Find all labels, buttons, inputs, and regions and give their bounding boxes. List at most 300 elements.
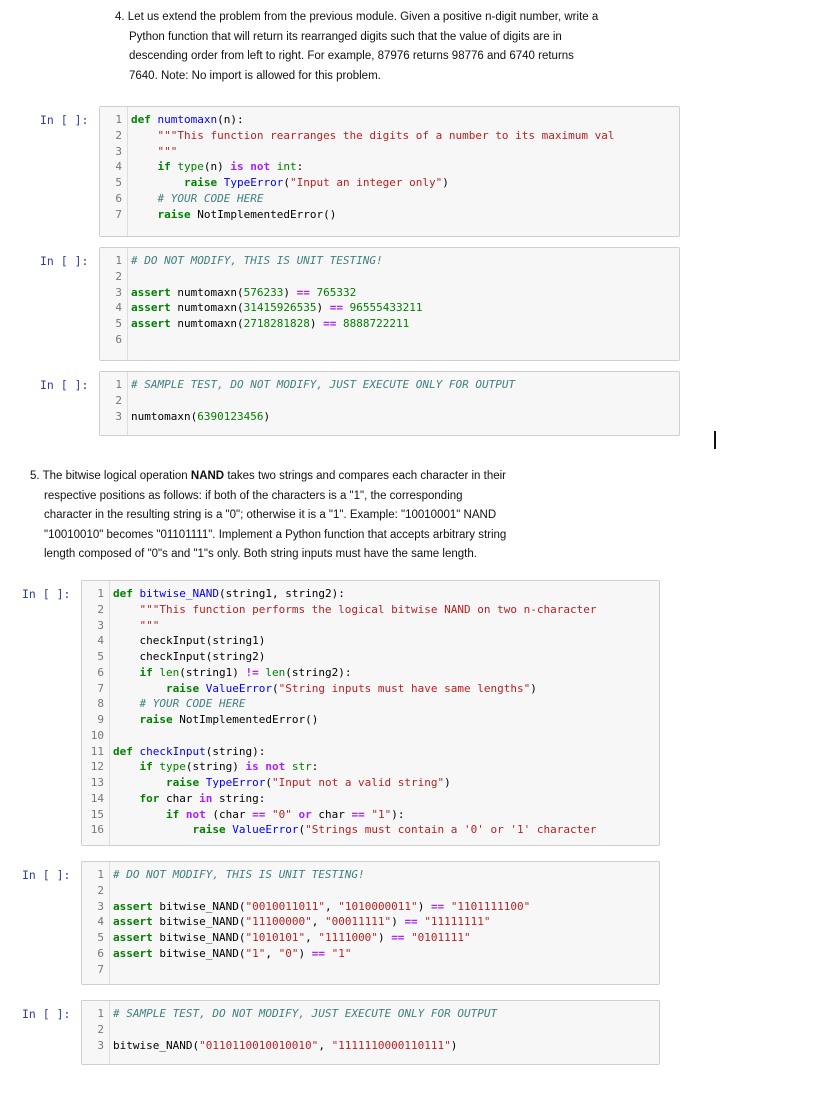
line-number: 1	[97, 587, 104, 600]
code-cell-bitwise-nand[interactable]	[81, 580, 660, 846]
code-token: raise	[157, 207, 191, 221]
line-number: 1	[115, 378, 122, 391]
code-token	[113, 792, 140, 805]
code-line[interactable]	[100, 191, 679, 207]
code-token: )	[316, 301, 330, 315]
code-text	[127, 377, 515, 393]
line-number: 5	[115, 176, 122, 189]
code-text	[127, 191, 263, 207]
code-token: # DO NOT MODIFY, THIS IS UNIT TESTING!	[113, 868, 365, 881]
line-number: 14	[90, 791, 104, 805]
code-token: )	[450, 1038, 458, 1052]
code-text	[109, 649, 265, 665]
code-token: """This function rearranges the digits of a number to its maximum val	[157, 128, 615, 142]
code-token	[113, 776, 166, 789]
code-token	[113, 697, 140, 710]
code-token: )	[263, 409, 271, 423]
code-token: char	[159, 791, 200, 805]
code-token: "0110110010010010"	[199, 1038, 319, 1052]
code-line[interactable]	[82, 618, 659, 634]
code-token: ==	[329, 301, 343, 315]
code-token: )	[391, 915, 405, 929]
code-token: """	[139, 618, 160, 632]
q4-line: 7640. Note: No import is allowed for this problem.	[129, 69, 381, 82]
code-line[interactable]	[82, 791, 659, 807]
code-line[interactable]	[100, 207, 679, 223]
code-text	[109, 962, 113, 978]
code-line[interactable]	[100, 112, 679, 128]
code-line[interactable]	[82, 681, 659, 697]
code-text	[109, 1006, 497, 1022]
line-number: 9	[97, 713, 104, 726]
code-line[interactable]	[82, 602, 659, 618]
code-token: def	[113, 744, 133, 758]
code-token: int	[276, 160, 297, 174]
code-token: bitwise_NAND(	[152, 931, 246, 944]
code-token: ==	[252, 807, 266, 821]
line-number: 2	[97, 1022, 104, 1036]
line-number: 8	[97, 697, 104, 711]
code-token: ,	[265, 946, 279, 960]
code-cell-sample-test[interactable]	[99, 371, 680, 436]
code-token: NotImplementedError()	[172, 713, 319, 726]
question-4-text	[115, 8, 695, 86]
code-line[interactable]	[100, 269, 679, 285]
line-number: 3	[115, 144, 122, 158]
code-token	[113, 603, 140, 616]
code-text	[127, 207, 336, 223]
code-token: 31415926535	[243, 301, 317, 315]
code-token	[131, 129, 158, 142]
line-number: 1	[97, 1007, 104, 1020]
code-text	[109, 633, 265, 649]
code-token: "1"	[331, 946, 352, 960]
code-token: numtomaxn(	[170, 317, 244, 330]
code-line[interactable]	[82, 883, 659, 899]
code-token: in	[199, 791, 213, 805]
code-token: 8888722211	[342, 317, 410, 330]
code-token: (string1, string2):	[218, 587, 345, 600]
code-token: "1010000011"	[338, 899, 418, 913]
code-token	[113, 823, 192, 836]
line-number: 6	[115, 332, 122, 346]
code-cell-numtomaxn[interactable]	[99, 106, 680, 237]
line-number: 2	[97, 602, 104, 616]
code-token	[113, 682, 166, 695]
code-text	[109, 791, 265, 807]
code-token: NotImplementedError()	[190, 207, 337, 221]
code-token: "1"	[245, 946, 266, 960]
code-token: )	[377, 931, 392, 944]
code-token: bitwise_NAND	[139, 587, 219, 600]
code-token: "0010011011"	[245, 899, 325, 913]
code-token: )	[442, 176, 449, 189]
code-token: # YOUR CODE HERE	[139, 697, 246, 711]
code-token: (string):	[205, 744, 266, 758]
code-token: (	[283, 176, 290, 189]
code-token	[131, 208, 158, 221]
line-number: 6	[97, 665, 104, 679]
code-token	[199, 776, 206, 789]
code-token: (char	[205, 807, 253, 821]
code-text	[109, 602, 596, 618]
code-token: :	[311, 760, 319, 774]
line-number: 6	[115, 191, 122, 205]
code-token: "0"	[278, 946, 299, 960]
code-token: bitwise_NAND(	[152, 915, 246, 929]
code-token: TypeError	[205, 776, 266, 789]
code-text	[109, 696, 245, 712]
q4-line: Python function that will return its rearranged digits such that the value of digits are in	[129, 30, 562, 43]
code-line[interactable]	[82, 867, 659, 883]
code-text	[127, 393, 131, 409]
code-line[interactable]	[82, 946, 659, 962]
code-text	[109, 728, 113, 744]
code-cell-nand-unit-test[interactable]	[81, 861, 660, 985]
q5-line: "10010010" becomes "01101111". Implement a Python function that accepts arbitrary string	[44, 528, 507, 541]
code-editor[interactable]	[82, 1006, 659, 1053]
cell-prompt: In [ ]:	[22, 1007, 71, 1021]
code-token: (	[298, 823, 306, 837]
code-token	[270, 160, 277, 173]
code-line[interactable]	[100, 300, 679, 316]
code-text	[127, 269, 131, 285]
code-line[interactable]	[100, 316, 679, 332]
code-token: )	[417, 899, 431, 913]
code-token: ==	[323, 317, 337, 330]
code-token	[133, 587, 140, 600]
line-number: 2	[97, 883, 104, 897]
code-token: "1"	[371, 807, 392, 821]
line-number: 4	[115, 160, 122, 174]
code-token: raise	[192, 823, 226, 837]
code-token	[199, 682, 206, 695]
code-token: 96555433211	[349, 301, 423, 315]
code-token: def	[131, 113, 151, 126]
code-token: assert	[113, 946, 153, 960]
code-token: (string)	[185, 760, 246, 774]
code-token: )	[298, 946, 312, 960]
code-text	[127, 144, 177, 160]
code-token: assert	[113, 899, 153, 913]
code-text	[109, 1038, 457, 1054]
code-token: "1010101"	[245, 931, 306, 944]
code-line[interactable]	[82, 822, 659, 838]
code-token: 576233	[243, 285, 284, 299]
code-token: if	[139, 665, 153, 679]
code-token	[343, 301, 350, 314]
code-token: :	[296, 160, 304, 174]
code-token: for	[139, 791, 160, 805]
code-token	[131, 145, 158, 158]
code-token: "Input not a valid string"	[271, 776, 445, 789]
cell-prompt: In [ ]:	[40, 113, 89, 127]
code-token: numtomaxn(	[131, 409, 198, 423]
code-token: "0101111"	[411, 931, 471, 944]
code-cell-unit-test[interactable]	[99, 247, 680, 361]
line-number: 2	[115, 128, 122, 142]
code-text	[109, 899, 530, 915]
code-token: 765332	[316, 285, 357, 299]
code-line[interactable]	[82, 914, 659, 930]
code-token: 2718281828	[243, 317, 310, 330]
code-text	[109, 665, 351, 681]
code-line[interactable]	[82, 1006, 659, 1022]
code-text	[127, 332, 131, 348]
code-token: )	[309, 317, 324, 330]
code-token: if	[139, 760, 153, 774]
code-token: is not	[245, 760, 286, 774]
code-editor[interactable]	[82, 586, 659, 838]
code-token: raise	[183, 176, 218, 189]
code-line[interactable]	[82, 728, 659, 744]
line-number: 6	[97, 946, 104, 960]
code-token	[113, 666, 140, 679]
line-number: 3	[97, 618, 104, 632]
code-token: ==	[351, 807, 365, 821]
code-token: !=	[245, 665, 259, 679]
line-number: 4	[115, 301, 122, 315]
code-token	[131, 192, 158, 205]
code-text	[109, 1022, 113, 1038]
code-editor[interactable]	[100, 253, 679, 348]
code-token: assert	[131, 317, 171, 330]
code-token: # YOUR CODE HERE	[157, 191, 264, 205]
code-line[interactable]	[82, 759, 659, 775]
code-token: str	[291, 760, 312, 774]
code-token: assert	[113, 931, 153, 944]
code-token	[285, 760, 292, 773]
code-token	[113, 760, 140, 773]
code-token: # SAMPLE TEST, DO NOT MODIFY, JUST EXECUTE ONLY FOR OUTPUT	[131, 378, 516, 391]
code-token	[113, 713, 140, 726]
code-token: char	[311, 807, 352, 821]
code-token: numtomaxn(	[170, 301, 244, 315]
code-line[interactable]	[82, 586, 659, 602]
code-token: assert	[113, 915, 153, 929]
line-number: 1	[97, 868, 104, 881]
code-token: (string1)	[179, 665, 246, 679]
code-text	[109, 807, 404, 823]
code-text	[109, 946, 351, 962]
line-number: 1	[115, 113, 122, 126]
code-token: is not	[230, 160, 271, 174]
code-token	[217, 176, 224, 189]
code-text	[109, 618, 159, 634]
line-number: 4	[97, 915, 104, 929]
question-5-text	[30, 467, 630, 565]
code-line[interactable]	[100, 377, 679, 393]
code-text	[127, 253, 383, 269]
code-token: bitwise_NAND(	[152, 946, 246, 960]
line-number: 7	[115, 207, 122, 221]
code-token	[151, 113, 158, 126]
code-token: ==	[404, 915, 418, 929]
code-text	[109, 883, 113, 899]
code-text	[109, 914, 491, 930]
line-number: 2	[115, 393, 122, 407]
code-token: ):	[391, 807, 405, 821]
cell-prompt: In [ ]:	[40, 378, 89, 392]
code-token: (	[271, 681, 279, 695]
code-line[interactable]	[100, 285, 679, 301]
q4-line: descending order from left to right. For example, 87976 returns 98776 and 6740 returns	[129, 50, 574, 62]
code-token	[179, 808, 186, 821]
code-text	[109, 712, 318, 728]
code-line[interactable]	[82, 744, 659, 760]
line-number: 4	[97, 634, 104, 648]
line-number: 7	[97, 962, 104, 976]
code-token: "String inputs must have same lengths"	[278, 681, 531, 695]
nand-bold: NAND	[190, 470, 225, 482]
code-token: bitwise_NAND(	[113, 1038, 200, 1052]
code-text	[127, 159, 303, 175]
code-token: # DO NOT MODIFY, THIS IS UNIT TESTING!	[131, 254, 383, 267]
code-token: checkInput(string1)	[113, 634, 266, 648]
code-token: ==	[296, 285, 310, 299]
q5-line: character in the resulting string is a "0"; otherwise it is a "1". Example: "10010001" NAND	[44, 509, 497, 521]
code-token	[265, 808, 272, 821]
code-line[interactable]	[82, 899, 659, 915]
code-token	[444, 900, 451, 913]
line-number: 5	[97, 650, 104, 663]
code-token: """	[157, 144, 178, 158]
code-token	[131, 160, 158, 173]
code-token: "00011111"	[324, 915, 392, 929]
code-token: "Input an integer only"	[289, 176, 443, 189]
code-token: bitwise_NAND(	[152, 899, 246, 913]
code-token: raise	[165, 776, 200, 789]
code-line[interactable]	[82, 962, 659, 978]
code-token: numtomaxn(	[170, 285, 244, 299]
code-token: (n):	[217, 113, 244, 126]
code-line[interactable]	[82, 1022, 659, 1038]
cell-prompt: In [ ]:	[22, 868, 71, 882]
code-token: not	[185, 807, 206, 821]
code-text	[127, 300, 422, 316]
code-token: "1111110000110111"	[331, 1038, 451, 1052]
q5-line: respective positions as follows: if both of the characters is a "1", the corresponding	[44, 489, 463, 502]
code-token	[325, 947, 332, 960]
line-number: 10	[90, 728, 104, 742]
code-token: "Strings must contain a '0' or '1' character	[305, 823, 597, 837]
code-token: )	[444, 776, 451, 789]
line-number: 3	[115, 409, 122, 423]
code-line[interactable]	[82, 1038, 659, 1054]
code-token: ==	[391, 931, 405, 944]
code-text	[109, 775, 451, 791]
code-token: 6390123456	[197, 409, 264, 423]
code-token: numtomaxn	[157, 113, 218, 126]
code-editor[interactable]	[100, 112, 679, 222]
text-cursor	[714, 431, 716, 449]
code-text	[109, 586, 345, 602]
code-token: string:	[212, 791, 266, 805]
code-token: len	[265, 665, 286, 679]
code-text	[109, 759, 318, 775]
code-token	[113, 808, 166, 821]
code-line[interactable]	[100, 409, 679, 425]
code-line[interactable]	[82, 775, 659, 791]
code-token: len	[159, 665, 180, 679]
line-number: 12	[90, 760, 104, 774]
line-number: 3	[115, 285, 122, 299]
code-token	[336, 317, 343, 330]
code-token: )	[283, 285, 297, 299]
code-line[interactable]	[82, 633, 659, 649]
code-token: checkInput	[139, 744, 206, 758]
code-editor[interactable]	[100, 377, 679, 424]
code-line[interactable]	[82, 649, 659, 665]
code-token: ,	[305, 931, 319, 944]
line-number: 3	[97, 1038, 104, 1052]
line-number: 1	[115, 254, 122, 267]
code-line[interactable]	[82, 930, 659, 946]
code-line[interactable]	[82, 712, 659, 728]
code-text	[109, 744, 265, 760]
code-line[interactable]	[100, 253, 679, 269]
code-token: )	[530, 681, 537, 695]
code-cell-nand-sample-test[interactable]	[81, 1000, 660, 1065]
code-text	[109, 930, 471, 946]
code-text	[109, 822, 597, 838]
line-number: 13	[90, 776, 104, 789]
code-token: (string2):	[285, 665, 352, 679]
code-token: "1111000"	[318, 931, 378, 944]
code-token: TypeError	[223, 176, 284, 189]
code-token: ValueError	[232, 823, 299, 837]
code-line[interactable]	[100, 128, 679, 144]
line-number: 15	[90, 807, 104, 821]
code-text	[127, 112, 244, 128]
code-token: "11100000"	[245, 915, 312, 929]
code-token: (	[265, 776, 272, 789]
code-token: """This function performs the logical bitwise NAND on two n-character	[139, 602, 597, 616]
code-line[interactable]	[82, 665, 659, 681]
code-token: or	[298, 807, 312, 821]
line-number: 2	[115, 269, 122, 283]
code-line[interactable]	[100, 175, 679, 191]
cell-prompt: In [ ]:	[22, 587, 71, 601]
code-token: ,	[318, 1038, 332, 1052]
code-token: raise	[139, 713, 173, 726]
code-line[interactable]	[100, 332, 679, 348]
code-text	[127, 285, 356, 301]
code-line[interactable]	[82, 696, 659, 712]
code-token: type	[177, 160, 204, 174]
code-editor[interactable]	[82, 867, 659, 977]
code-token	[133, 745, 140, 758]
code-token: (n)	[203, 160, 231, 174]
code-token: def	[113, 587, 133, 600]
line-number: 16	[90, 823, 104, 837]
code-token: if	[165, 807, 180, 821]
code-token: assert	[131, 301, 171, 315]
code-token: ValueError	[205, 681, 272, 695]
code-token: "11111111"	[424, 915, 491, 929]
code-line[interactable]	[82, 807, 659, 823]
code-line[interactable]	[100, 393, 679, 409]
code-text	[109, 681, 537, 697]
code-token: ,	[311, 915, 325, 929]
code-token: # SAMPLE TEST, DO NOT MODIFY, JUST EXECUTE ONLY FOR OUTPUT	[113, 1007, 498, 1020]
code-text	[127, 128, 614, 144]
code-line[interactable]	[100, 144, 679, 160]
code-line[interactable]	[100, 159, 679, 175]
code-token: raise	[165, 681, 200, 695]
line-number: 3	[97, 899, 104, 913]
code-token	[113, 619, 140, 632]
